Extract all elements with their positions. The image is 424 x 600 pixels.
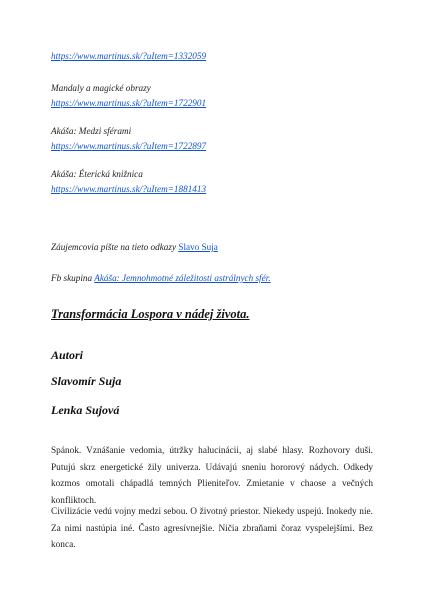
link-url-1[interactable]: https://www.martinus.sk/?uItem=1332059 [51, 51, 207, 61]
paragraph-1: Spánok. Vznášanie vedomia, útržky halucinácii, aj slabé hlasy. Rozhovory duši. Putujú skrz energetické žily univerza. Udávajú sneniu hororový nádych. Odkedy kozmos omotali chápadlá temných Plieniteľov. Zmietanie v chaose a večných konfliktoch. [51, 446, 373, 506]
fb-line [51, 272, 271, 284]
author-2: Lenka Sujová [51, 403, 120, 417]
fb-group-link[interactable]: Akáša: Jemnohmotné záležitosti astrálnych sfér. [94, 273, 271, 283]
fb-text: Fb skupina [51, 273, 95, 283]
book-title-2: Mandaly a magické obrazy [51, 83, 151, 93]
link-url-4[interactable]: https://www.martinus.sk/?uItem=1881413 [51, 184, 207, 194]
book-title-4: Akáša: Éterická knižnica [51, 169, 143, 179]
link-url-2[interactable]: https://www.martinus.sk/?uItem=1722901 [51, 98, 207, 108]
book-title-heading: Transformácia Lospora v nádej života. [51, 307, 250, 321]
book-title-3: Akáša: Medzi sférami [51, 126, 132, 136]
author-1: Slavomír Suja [51, 374, 122, 388]
contact-text: Záujemcovia píšte na tieto odkazy [51, 242, 179, 252]
contact-line [51, 241, 218, 253]
contact-link[interactable]: Slavo Suja [178, 242, 218, 252]
link-url-3[interactable]: https://www.martinus.sk/?uItem=1722897 [51, 141, 207, 151]
authors-heading: Autori [51, 348, 84, 362]
paragraph-2: Civilizácie vedú vojny medzi sebou. O životný priestor. Niekedy uspejú. Inokedy nie. Za nimi nastúpia iné. Často agresívnejšie. Ničia zbraňami čoraz vyspelejšími. Bez konca. [51, 507, 373, 550]
